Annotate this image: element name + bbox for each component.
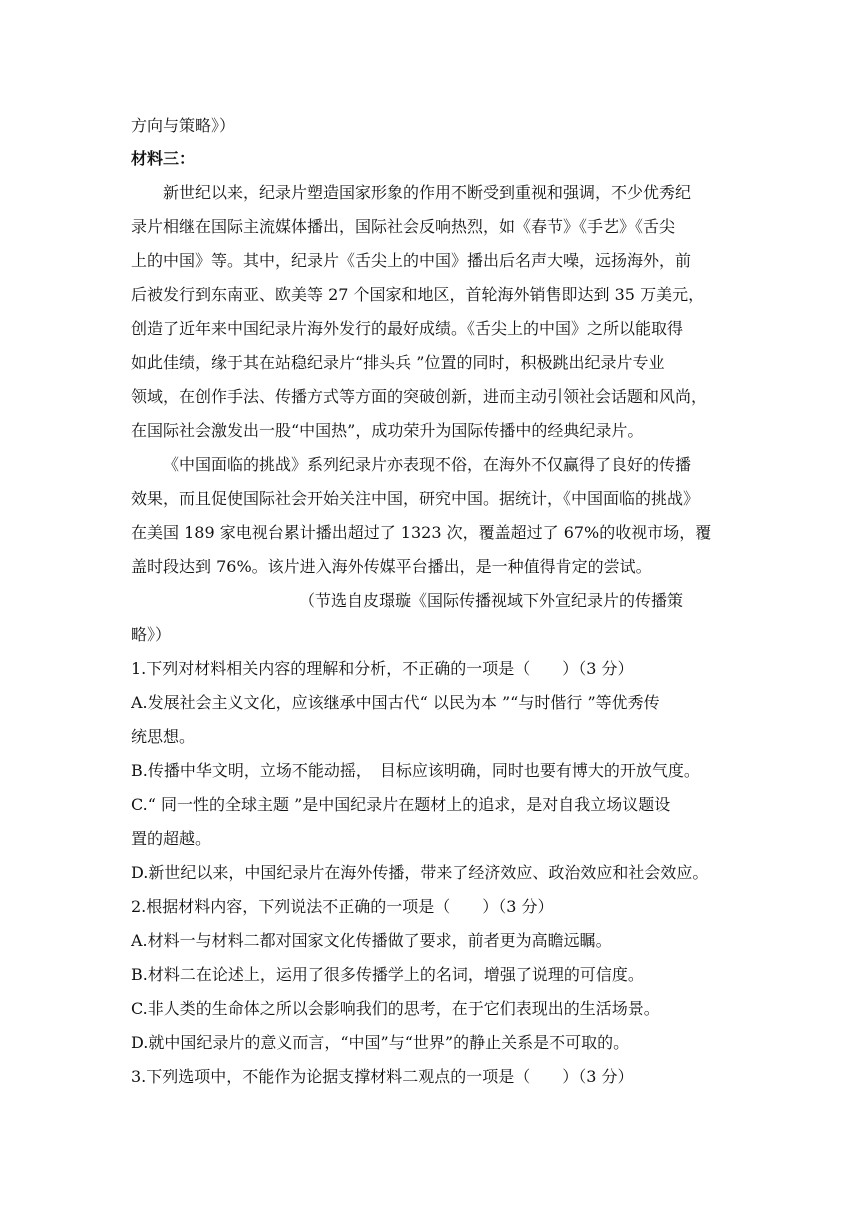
- question-1-option-c: C.“ 同一性的全球主题 ”是中国纪录片在题材上的追求，是对自我立场议题设: [131, 795, 671, 814]
- question-3-stem: 3.下列选项中，不能作为论据支撑材料二观点的一项是（ ）（3 分）: [131, 1067, 634, 1086]
- question-1-option-d: D.新世纪以来，中国纪录片在海外传播，带来了经济效应、政治效应和社会效应。: [131, 863, 709, 882]
- paragraph-1-line: 创造了近年来中国纪录片海外发行的最好成绩。《舌尖上的中国》之所以能取得: [131, 319, 684, 338]
- paragraph-2-line: 在美国 189 家电视台累计播出超过了 1323 次，覆盖超过了 67%的收视市场，覆: [131, 523, 712, 542]
- paragraph-1-line: 录片相继在国际主流媒体播出，国际社会反响热烈，如《春节》《手艺》《舌尖: [131, 217, 676, 236]
- question-2-stem: 2.根据材料内容，下列说法不正确的一项是（ ）（3 分）: [131, 897, 554, 916]
- paragraph-1-line: 新世纪以来，纪录片塑造国家形象的作用不断受到重视和强调，不少优秀纪: [163, 183, 692, 202]
- question-1-stem: 1.下列对材料相关内容的理解和分析，不正确的一项是（ ）（3 分）: [131, 659, 634, 678]
- source-continuation: 方向与策略》）: [131, 116, 236, 135]
- paragraph-1-line: 在国际社会激发出一股“中国热”，成功荣升为国际传播中的经典纪录片。: [131, 421, 644, 440]
- question-2-option-b: B.材料二在论述上，运用了很多传播学上的名词，增强了说理的可信度。: [131, 965, 644, 984]
- question-1-option-c-continued: 置的超越。: [131, 829, 212, 848]
- source-citation-line: 略》）: [131, 625, 172, 644]
- section-heading: 材料三：: [131, 149, 196, 168]
- paragraph-1-line: 上的中国》等。其中，纪录片《舌尖上的中国》播出后名声大噪，远扬海外，前: [131, 251, 692, 270]
- paragraph-2-line: 盖时段达到 76%。该片进入海外传媒平台播出，是一种值得肯定的尝试。: [131, 557, 652, 576]
- paragraph-1-line: 后被发行到东南亚、欧美等 27 个国家和地区，首轮海外销售即达到 35 万美元，: [131, 285, 705, 304]
- question-2-option-c: C.非人类的生命体之所以会影响我们的思考，在于它们表现出的生活场景。: [131, 999, 660, 1018]
- question-2-option-d: D.就中国纪录片的意义而言，“中国”与“世界”的静止关系是不可取的。: [131, 1033, 630, 1052]
- question-1-option-a: A.发展社会主义文化，应该继承中国古代“ 以民为本 ”“与时偕行 ”等优秀传: [131, 693, 660, 712]
- paragraph-2-line: 效果，而且促使国际社会开始关注中国，研究中国。据统计，《中国面临的挑战》: [131, 489, 700, 508]
- source-citation-line: （节选自皮璟璇《国际传播视域下外宣纪录片的传播策: [299, 591, 684, 610]
- question-2-option-a: A.材料一与材料二都对国家文化传播做了要求，前者更为高瞻远瞩。: [131, 931, 612, 950]
- paragraph-2-line: 《中国面临的挑战》系列纪录片亦表现不俗，在海外不仅赢得了良好的传播: [163, 455, 692, 474]
- question-1-option-a-continued: 统思想。: [131, 727, 196, 746]
- question-1-option-b: B.传播中华文明，立场不能动摇， 目标应该明确，同时也要有博大的开放气度。: [131, 761, 700, 780]
- paragraph-1-line: 如此佳绩，缘于其在站稳纪录片“排头兵 ”位置的同时，积极跳出纪录片专业: [131, 353, 665, 372]
- paragraph-1-line: 领域，在创作手法、传播方式等方面的突破创新，进而主动引领社会话题和风尚，: [131, 387, 708, 406]
